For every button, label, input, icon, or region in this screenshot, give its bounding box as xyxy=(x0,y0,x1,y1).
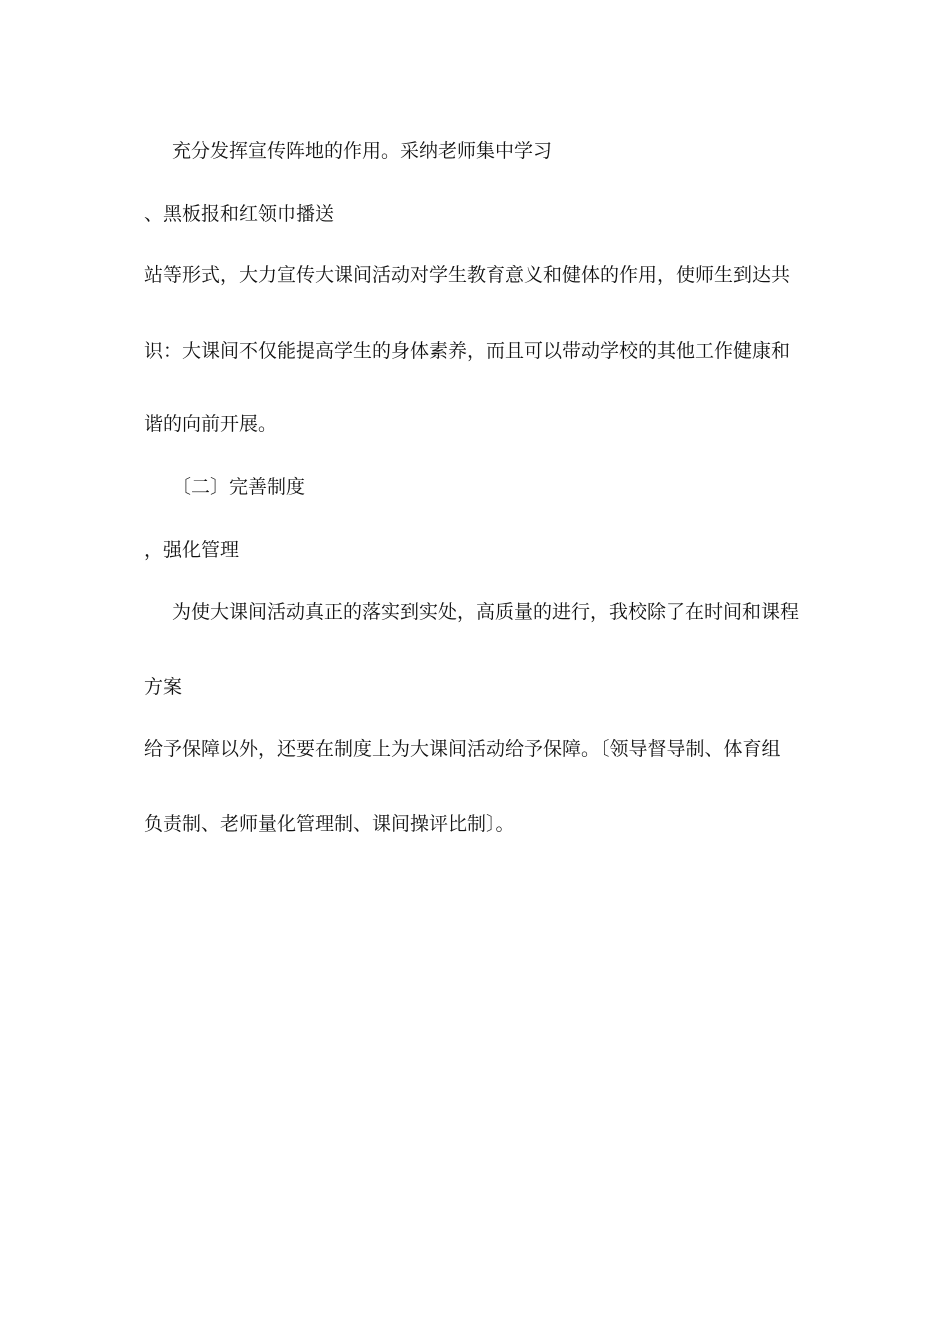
paragraph-line-3: 站等形式，大力宣传大课间活动对学生教育意义和健体的作用，使师生到达共 xyxy=(144,264,791,286)
paragraph-line-6: 为使大课间活动真正的落实到实处，高质量的进行，我校除了在时间和课程 xyxy=(172,601,800,623)
section-heading: 〔二〕完善制度 xyxy=(172,476,306,498)
section-heading-continuation: ，强化管理 xyxy=(144,539,240,561)
paragraph-line-2: 、黑板报和红领巾播送 xyxy=(144,203,335,225)
paragraph-line-1: 充分发挥宣传阵地的作用。采纳老师集中学习 xyxy=(172,140,553,162)
paragraph-line-8: 给予保障以外，还要在制度上为大课间活动给予保障。〔领导督导制、体育组 xyxy=(144,738,781,760)
paragraph-line-9: 负责制、老师量化管理制、课间操评比制〕。 xyxy=(144,813,515,835)
paragraph-line-5: 谐的向前开展。 xyxy=(144,413,278,435)
paragraph-line-4: 识：大课间不仅能提高学生的身体素养，而且可以带动学校的其他工作健康和 xyxy=(144,340,791,362)
paragraph-line-7: 方案 xyxy=(144,676,183,698)
